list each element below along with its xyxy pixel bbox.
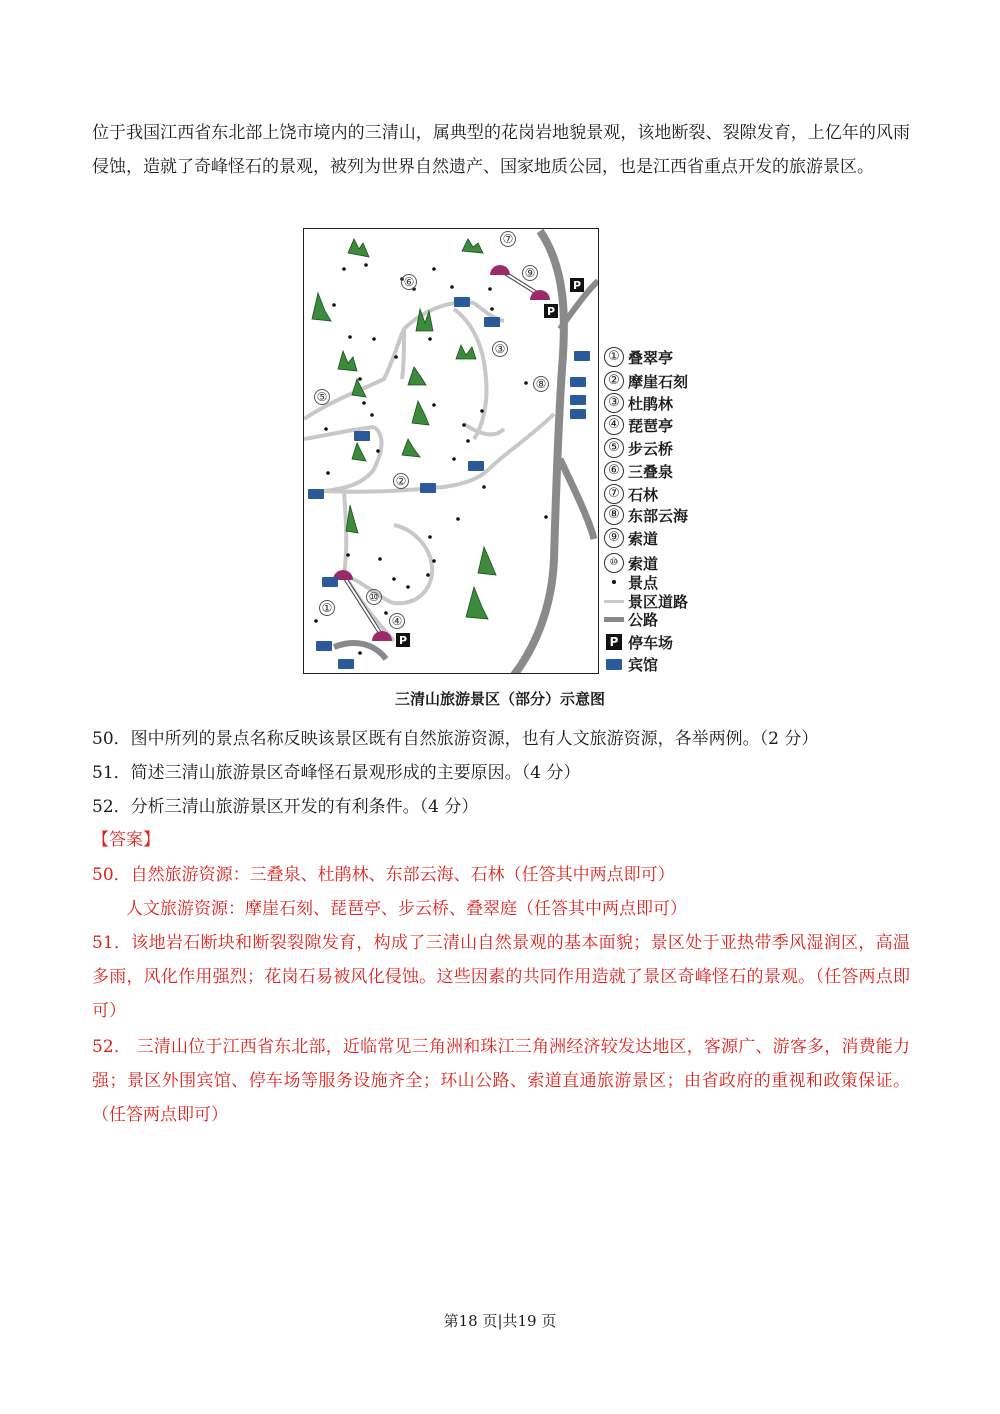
spot-1-label: ① [321,601,333,615]
spot-8-label: ⑧ [535,377,547,391]
path-line-icon [604,600,624,603]
svg-text:P: P [546,305,556,318]
spot-7-label: ⑦ [502,232,514,246]
spot-5-label: ⑤ [316,390,328,404]
svg-text:P: P [572,279,582,292]
answer-52: 52． 三清山位于江西省东北部，近临常见三角洲和珠江三角洲经济较发达地区，客源广、游客多，消费能力强；景区外围宾馆、停车场等服务设施齐全；环山公路、索道直通旅游景区；由省政府的重视和政策保证。（任答两点即可） [92,1037,910,1125]
legend-item: 景区道路 [600,590,688,612]
legend-item: ② 摩崖石刻 [600,370,688,392]
question-50: 50．图中所列的景点名称反映该景区既有自然旅游资源，也有人文旅游资源，各举两例。（2 分） [92,729,819,749]
map-drawing [304,229,599,674]
legend-item: ⑧ 东部云海 [600,504,688,526]
svg-text:P: P [398,634,408,647]
scenic-paths [304,302,554,641]
page-footer: 第18 页|共19 页 [443,1312,557,1330]
spot-4-label: ④ [391,614,403,628]
hotel-icon [606,659,622,670]
legend-item: 公路 [600,608,658,630]
road-line-icon [604,617,624,622]
legend-item: ① 叠翠亭 [600,346,673,368]
highway-branch [334,643,386,659]
legend-item: ⑩ 索道 [600,552,658,574]
answer-50-line-2: 人文旅游资源：摩崖石刻、琵琶亭、步云桥、叠翠庭（任答其中两点即可） [126,899,687,919]
spot-3-label: ③ [494,342,506,356]
highway-branch [560,459,594,539]
map-caption: 三清山旅游景区（部分）示意图 [394,690,605,708]
legend-item: ⑤ 步云桥 [600,437,673,459]
dot-icon [612,580,616,584]
spot-10-label: ⑩ [368,590,380,604]
answer-heading: 【答案】 [92,830,160,850]
legend-item: ④ 琵琶亭 [600,414,673,436]
intro-paragraph: 位于我国江西省东北部上饶市境内的三清山，属典型的花岗岩地貌景观，该地断裂、裂隙发育，上亿年的风雨侵蚀，造就了奇峰怪石的景观，被列为世界自然遗产、国家地质公园，也是江西省重点开发的旅游景区。 [92,123,910,177]
answer-51: 51．该地岩石断块和断裂裂隙发育，构成了三清山自然景观的基本面貌；景区处于亚热带季风湿润区，高温多雨，风化作用强烈；花岗石易被风化侵蚀。这些因素的共同作用造就了景区奇峰怪石的景观。（任答两点即可） [92,933,910,1021]
legend-item: 景点 [600,571,658,593]
spot-9-label: ⑨ [524,266,536,280]
legend-item: ⑥ 三叠泉 [600,460,673,482]
legend-item: ③ 杜鹃林 [600,392,673,414]
scenic-area-map [303,228,599,674]
question-52: 52．分析三清山旅游景区开发的有利条件。（4 分） [92,797,479,817]
answer-50-line-1: 50．自然旅游资源：三叠泉、杜鹃林、东部云海、石林（任答其中两点即可） [92,865,675,885]
spot-2-label: ② [395,474,407,488]
legend-item: 宾馆 [600,653,658,675]
legend-item: ⑦ 石林 [600,483,658,505]
legend-item: ⑨ 索道 [600,527,658,549]
legend-item: P 停车场 [600,631,673,653]
parking-icon: P [606,634,622,650]
spot-6-label: ⑥ [403,275,415,289]
question-51: 51．简述三清山旅游景区奇峰怪石景观形成的主要原因。（4 分） [92,763,581,783]
